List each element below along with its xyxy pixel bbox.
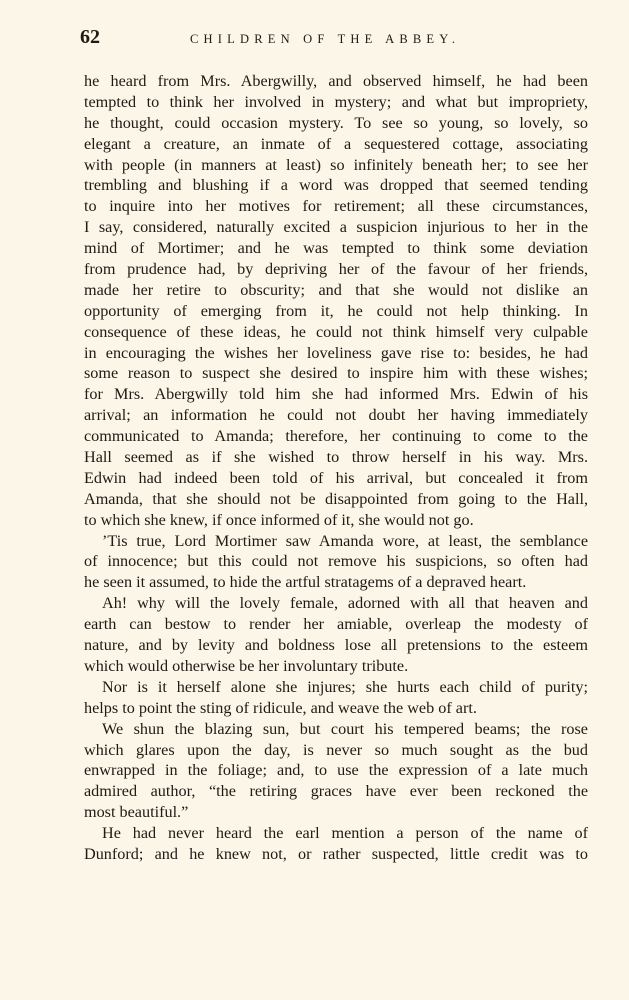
running-title: CHILDREN OF THE ABBEY. — [190, 32, 461, 46]
body-text — [84, 71, 588, 865]
text-line: trembling and blushing if a word was dropped that seemed tending — [84, 176, 588, 195]
page-header — [80, 26, 590, 56]
text-line: some reason to suspect she desired to inspire him with these wishes; — [84, 364, 588, 383]
text-line: most beautiful.” — [84, 803, 189, 822]
text-line: communicated to Amanda; therefore, her continuing to come to the — [84, 427, 588, 446]
paragraph-start-line: We shun the blazing sun, but court his tempered beams; the rose — [102, 719, 588, 738]
text-line: of innocence; but this could not remove his suspicions, so often had — [84, 552, 588, 571]
text-line: nature, and by levity and boldness lose all pretensions to the esteem — [84, 636, 588, 655]
text-line: admired author, “the retiring graces have ever been reckoned the — [84, 782, 588, 801]
text-line: for Mrs. Abergwilly told him she had informed Mrs. Edwin of his — [84, 385, 588, 404]
text-line: with people (in manners at least) so infinitely beneath her; to see her — [84, 155, 588, 174]
text-line: which glares upon the day, is never so much sought as the bud — [84, 740, 588, 759]
text-line: consequence of these ideas, he could not think himself very culpable — [84, 322, 588, 341]
text-line: helps to point the sting of ridicule, and weave the web of art. — [84, 698, 477, 717]
text-line: Amanda, that she should not be disappointed from going to the Hall, — [84, 489, 588, 508]
paragraph-start-line: ’Tis true, Lord Mortimer saw Amanda wore, at least, the semblance — [102, 531, 588, 550]
text-line: to which she knew, if once informed of it, she would not go. — [84, 510, 474, 529]
text-line: he thought, could occasion mystery. To see so young, so lovely, so — [84, 113, 588, 132]
text-line: enwrapped in the foliage; and, to use the expression of a late much — [84, 761, 588, 780]
page-number: 62 — [80, 26, 100, 48]
text-line: to inquire into her motives for retirement; all these circumstances, — [84, 197, 588, 216]
text-line: Hall seemed as if she wished to throw herself in his way. Mrs. — [84, 448, 588, 467]
text-line: in encouraging the wishes her loveliness gave rise to: besides, he had — [84, 343, 588, 362]
text-line: arrival; an information he could not doubt her having immediately — [84, 406, 588, 425]
text-line: I say, considered, naturally excited a suspicion injurious to her in the — [84, 218, 588, 237]
paragraph-start-line: He had never heard the earl mention a person of the name of — [102, 824, 588, 843]
text-line: made her retire to obscurity; and that she would not dislike an — [84, 280, 588, 299]
text-line: he heard from Mrs. Abergwilly, and observed himself, he had been — [84, 72, 588, 90]
text-line: which would otherwise be her involuntary tribute. — [84, 656, 409, 675]
text-line: earth can bestow to render her amiable, overleap the modesty of — [84, 615, 588, 634]
text-line: mind of Mortimer; and he was tempted to think some deviation — [84, 239, 588, 258]
text-line: tempted to think her involved in mystery; and what but impropriety, — [84, 92, 588, 111]
text-line: opportunity of emerging from it, he could not help thinking. In — [84, 301, 588, 320]
text-line: Edwin had indeed been told of his arrival, but concealed it from — [84, 468, 588, 487]
text-line: he seen it assumed, to hide the artful stratagems of a depraved heart. — [84, 573, 527, 592]
text-line: elegant a creature, an inmate of a sequestered cottage, associating — [84, 134, 588, 153]
paragraph-start-line: Nor is it herself alone she injures; she hurts each child of purity; — [102, 677, 588, 696]
paragraph-start-line: Ah! why will the lovely female, adorned with all that heaven and — [102, 594, 588, 613]
text-line: Dunford; and he knew not, or rather suspected, little credit was to — [84, 844, 588, 863]
text-line: from prudence had, by depriving her of the favour of her friends, — [84, 260, 588, 279]
